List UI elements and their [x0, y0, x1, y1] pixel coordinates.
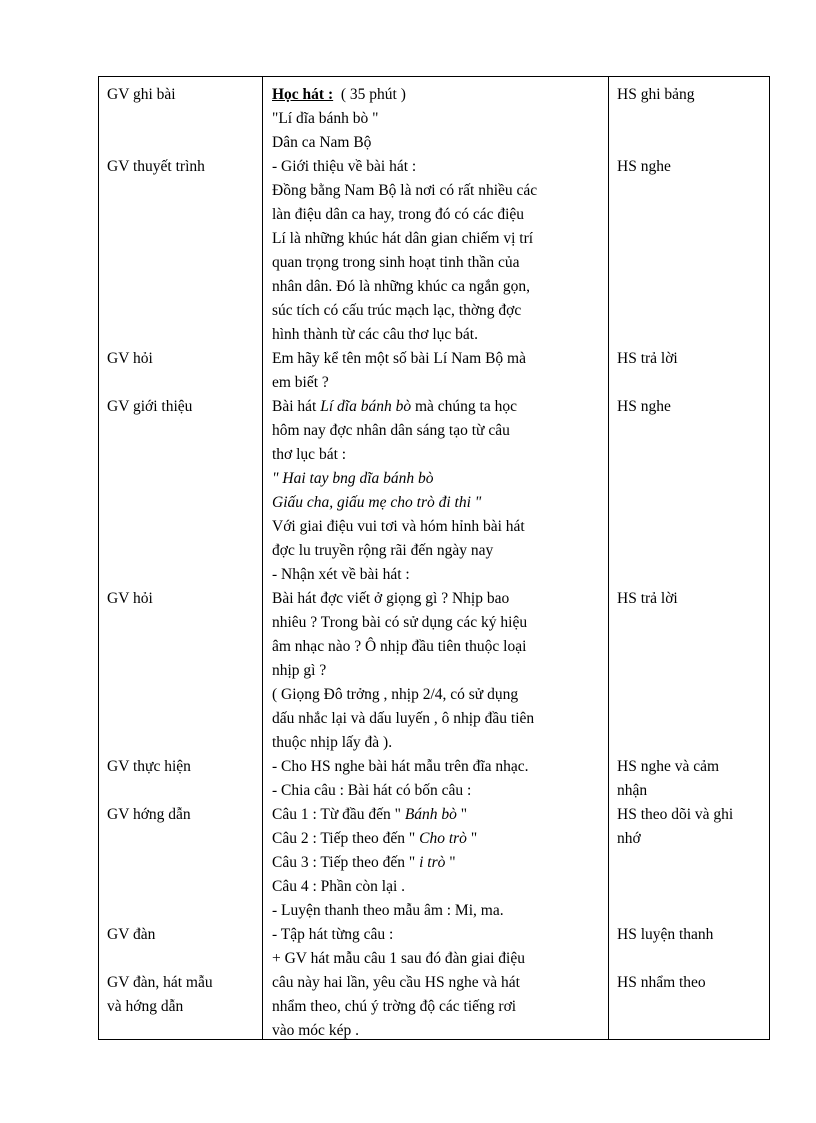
teacher-activity: GV hỏi [107, 350, 153, 367]
practice-line: nhẩm theo, chú ý trờng độ các tiếng rơi [272, 998, 517, 1015]
lesson-heading: Học hát : [272, 86, 334, 103]
student-activity: nhận [617, 782, 648, 799]
song-intro-line [272, 395, 517, 419]
sentence-text: " [456, 806, 468, 823]
comment-line: dấu nhắc lại và dấu luyến , ô nhịp đầu tiên [272, 710, 535, 727]
intro-line: làn điệu dân ca hay, trong đó có các điệu [272, 206, 525, 223]
song-intro-line: thơ lục bát : [272, 446, 347, 463]
student-activity: HS ghi bảng [617, 86, 695, 103]
student-activity: HS trả lời [617, 350, 678, 367]
lesson-duration: ( 35 phút ) [340, 86, 406, 103]
teacher-activity: GV hỏi [107, 590, 153, 607]
intro-line: hình thành từ các câu thơ lục bát. [272, 326, 478, 343]
comment-line: âm nhạc nào ? Ô nhịp đầu tiên thuộc loại [272, 638, 527, 655]
question-line: em biết ? [272, 374, 329, 391]
lesson-heading-line [272, 83, 406, 107]
practice-line: câu này hai lần, yêu cầu HS nghe và hát [272, 974, 520, 991]
intro-line: Đồng bằng Nam Bộ là nơi có rất nhiều các [272, 182, 538, 199]
student-activity: HS trả lời [617, 590, 678, 607]
comment-line: Bài hát đợc viết ở giọng gì ? Nhịp bao [272, 590, 510, 607]
melody-line: đợc lu truyền rộng rãi đến ngày nay [272, 542, 494, 559]
verse-line: " Hai tay bng dĩa bánh bò [272, 470, 434, 487]
sentence-italic: i trò [419, 854, 446, 871]
teacher-activity: và hớng dẫn [107, 998, 184, 1015]
student-activity: HS luyện thanh [617, 926, 714, 943]
student-activity: HS nhẩm theo [617, 974, 706, 991]
song-genre: Dân ca Nam Bộ [272, 134, 372, 151]
song-title: "Lí dĩa bánh bò " [272, 110, 379, 127]
sentence-line [272, 803, 467, 827]
intro-line: nhân dân. Đó là những khúc ca ngắn gọn, [272, 278, 531, 295]
comment-line: nhiêu ? Trong bài có sử dụng các ký hiệu [272, 614, 528, 631]
sentence-italic: Bánh bò [404, 806, 457, 823]
sentence-text: Câu 1 : Từ đầu đến " [272, 806, 405, 823]
warmup-line: - Luyện thanh theo mẫu âm : Mi, ma. [272, 902, 504, 919]
divide-line: - Chia câu : Bài hát có bốn câu : [272, 782, 472, 799]
student-activity: HS theo dõi và ghi [617, 806, 734, 823]
column-divider-1 [262, 77, 263, 1039]
song-intro-line: hôm nay đợc nhân dân sáng tạo từ câu [272, 422, 510, 439]
song-intro-text: mà chúng ta học [411, 398, 517, 415]
question-line: Em hãy kể tên một số bài Lí Nam Bộ mà [272, 350, 526, 367]
melody-line: Với giai điệu vui tơi và hóm hỉnh bài hát [272, 518, 525, 535]
intro-line: súc tích có cấu trúc mạch lạc, thờng đợc [272, 302, 522, 319]
student-activity: nhớ [617, 830, 641, 847]
comment-line: ( Giọng Đô trởng , nhịp 2/4, có sử dụng [272, 686, 519, 703]
student-activity: HS nghe [617, 398, 671, 415]
sentence-text: " [466, 830, 478, 847]
intro-line: Lí là những khúc hát dân gian chiếm vị trí [272, 230, 534, 247]
sentence-text: Câu 3 : Tiếp theo đến " [272, 854, 420, 871]
listen-line: - Cho HS nghe bài hát mẫu trên đĩa nhạc. [272, 758, 529, 775]
sentence-line [272, 827, 477, 851]
intro-line: quan trọng trong sinh hoạt tinh thần của [272, 254, 520, 271]
sentence-text: Câu 2 : Tiếp theo đến " [272, 830, 420, 847]
sentence-line: Câu 4 : Phần còn lại . [272, 878, 406, 895]
teacher-activity: GV hớng dẫn [107, 806, 191, 823]
practice-line: + GV hát mẫu câu 1 sau đó đàn giai điệu [272, 950, 525, 967]
teacher-activity: GV giới thiệu [107, 398, 193, 415]
sentence-text: " [445, 854, 456, 871]
teacher-activity: GV thuyết trình [107, 158, 205, 175]
student-activity: HS nghe và cảm [617, 758, 720, 775]
teacher-activity: GV đàn [107, 926, 156, 943]
song-intro-text: Bài hát [272, 398, 321, 415]
comment-line: thuộc nhịp lấy đà ). [272, 734, 393, 751]
practice-line: vào móc kép . [272, 1022, 359, 1039]
teacher-activity: GV thực hiện [107, 758, 191, 775]
verse-line: Giấu cha, giấu mẹ cho trò đi thi " [272, 494, 482, 511]
song-name-italic: Lí dĩa bánh bò [320, 398, 412, 415]
teacher-activity: GV đàn, hát mẫu [107, 974, 213, 991]
teacher-activity: GV ghi bài [107, 86, 176, 103]
student-activity: HS nghe [617, 158, 671, 175]
sentence-italic: Cho trò [419, 830, 467, 847]
comment-label: - Nhận xét về bài hát : [272, 566, 410, 583]
sentence-line [272, 851, 456, 875]
practice-label: - Tập hát từng câu : [272, 926, 394, 943]
column-divider-2 [608, 77, 609, 1039]
lesson-plan-table [98, 76, 770, 1040]
intro-label: - Giới thiệu về bài hát : [272, 158, 417, 175]
comment-line: nhịp gì ? [272, 662, 327, 679]
